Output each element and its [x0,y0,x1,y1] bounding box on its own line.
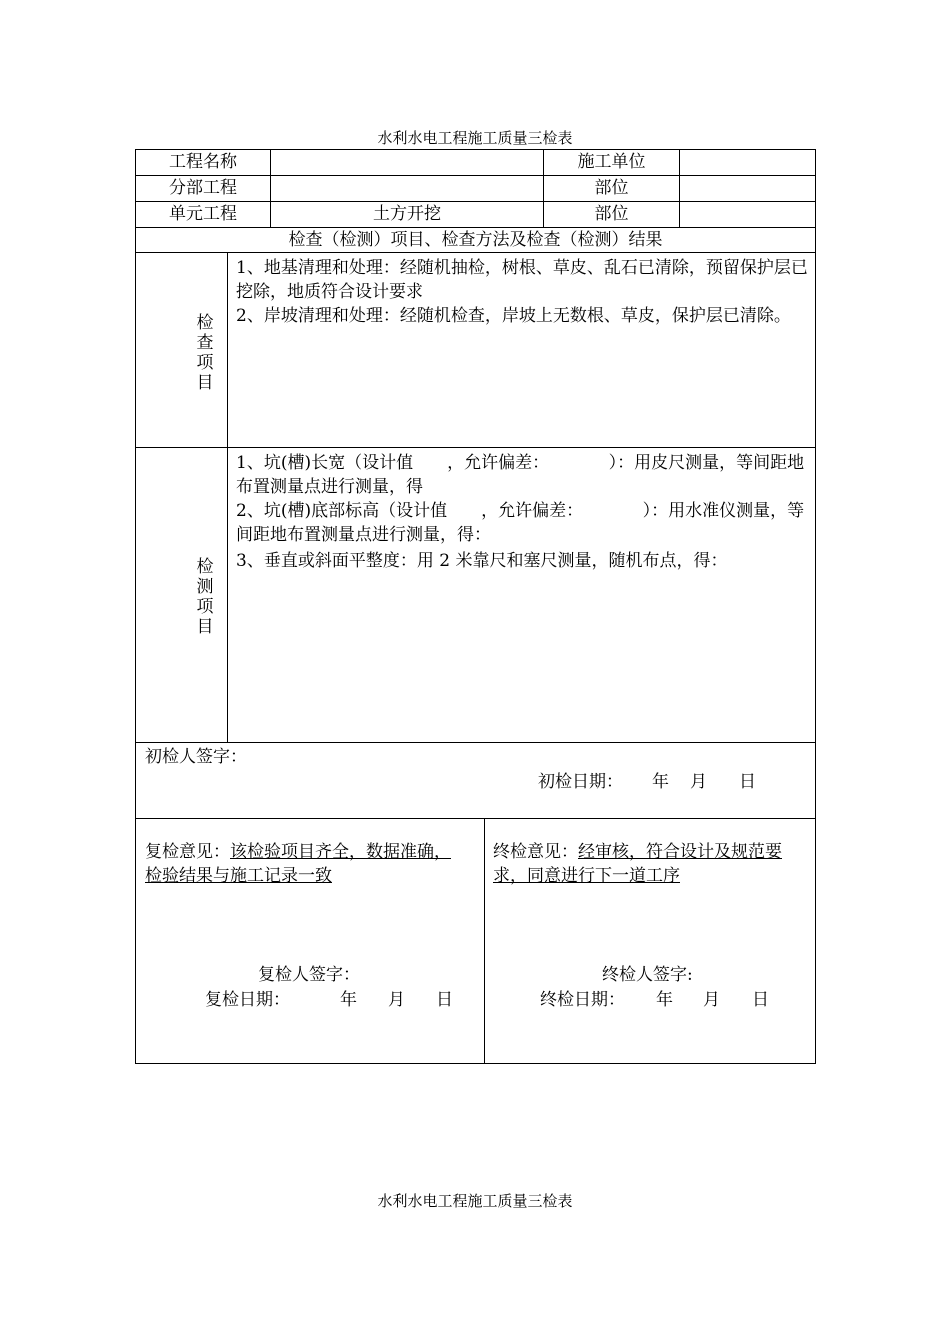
final-date-year: 年 [656,990,673,1010]
final-opinion-text: 经审核，符合设计及规范要求，同意进行下一道工序 [493,842,782,886]
final-date-day: 日 [752,990,769,1010]
testing-label: 检测项目 [196,557,214,637]
page-title: 水利水电工程施工质量三检表 [377,129,573,147]
initial-signature-label: 初检人签字： [145,747,247,767]
row-divider [135,252,816,253]
final-signature-label: 终检人签字: [602,965,693,985]
recheck-date-label: 复检日期： [205,990,290,1010]
recheck-date-year: 年 [340,990,357,1010]
recheck-signature-label: 复检人签字： [258,965,360,985]
recheck-date-month: 月 [388,990,405,1010]
project-name-label: 工程名称 [169,152,237,172]
col-divider [227,252,228,742]
testing-item-3: 3、垂直或斜面平整度：用 2 米靠尺和塞尺测量，随机布点，得： [236,551,728,571]
row-divider [135,818,816,819]
final-opinion-label: 终检意见： [493,842,578,862]
inspection-label: 检查项目 [196,313,214,393]
position-label: 部位 [594,204,629,224]
col-divider [484,818,485,1064]
unit-project-label: 单元工程 [169,204,237,224]
initial-date-day: 日 [739,772,756,792]
final-date-label: 终检日期： [540,990,625,1010]
recheck-opinion [145,840,465,888]
footer-title: 水利水电工程施工质量三检表 [377,1192,573,1210]
initial-date-year: 年 [652,772,669,792]
construction-unit-label: 施工单位 [577,152,646,172]
final-opinion [493,840,808,888]
position-label: 部位 [594,178,629,198]
inspection-item-1: 1、地基清理和处理：经随机抽检，树根、草皮、乱石已清除，预留保护层已挖除，地质符合设计要求 [236,258,808,302]
recheck-opinion-text: 该检验项目齐全，数据准确，检验结果与施工记录一致 [145,842,451,886]
section-heading: 检查（检测）项目、检查方法及检查（检测）结果 [288,230,663,250]
row-divider [135,447,816,448]
testing-item-2: 2、坑(槽)底部标高（设计值 ，允许偏差： ）：用水准仪测量，等间距地布置测量点进行测量，得： [236,501,805,545]
sub-project-label: 分部工程 [169,178,237,198]
col-divider [679,149,680,227]
recheck-date-day: 日 [436,990,453,1010]
testing-item-1: 1、坑(槽)长宽（设计值 ，允许偏差： ）：用皮尺测量，等间距地布置测量点进行测量，得 [236,453,805,497]
unit-project-value: 土方开挖 [373,204,441,224]
initial-date-label: 初检日期： [538,772,623,792]
row-divider [135,742,816,743]
final-date-month: 月 [703,990,720,1010]
initial-date-month: 月 [690,772,707,792]
recheck-opinion-label: 复检意见： [145,842,230,862]
inspection-item-2: 2、岸坡清理和处理：经随机检查，岸坡上无数根、草皮，保护层已清除。 [236,306,791,326]
